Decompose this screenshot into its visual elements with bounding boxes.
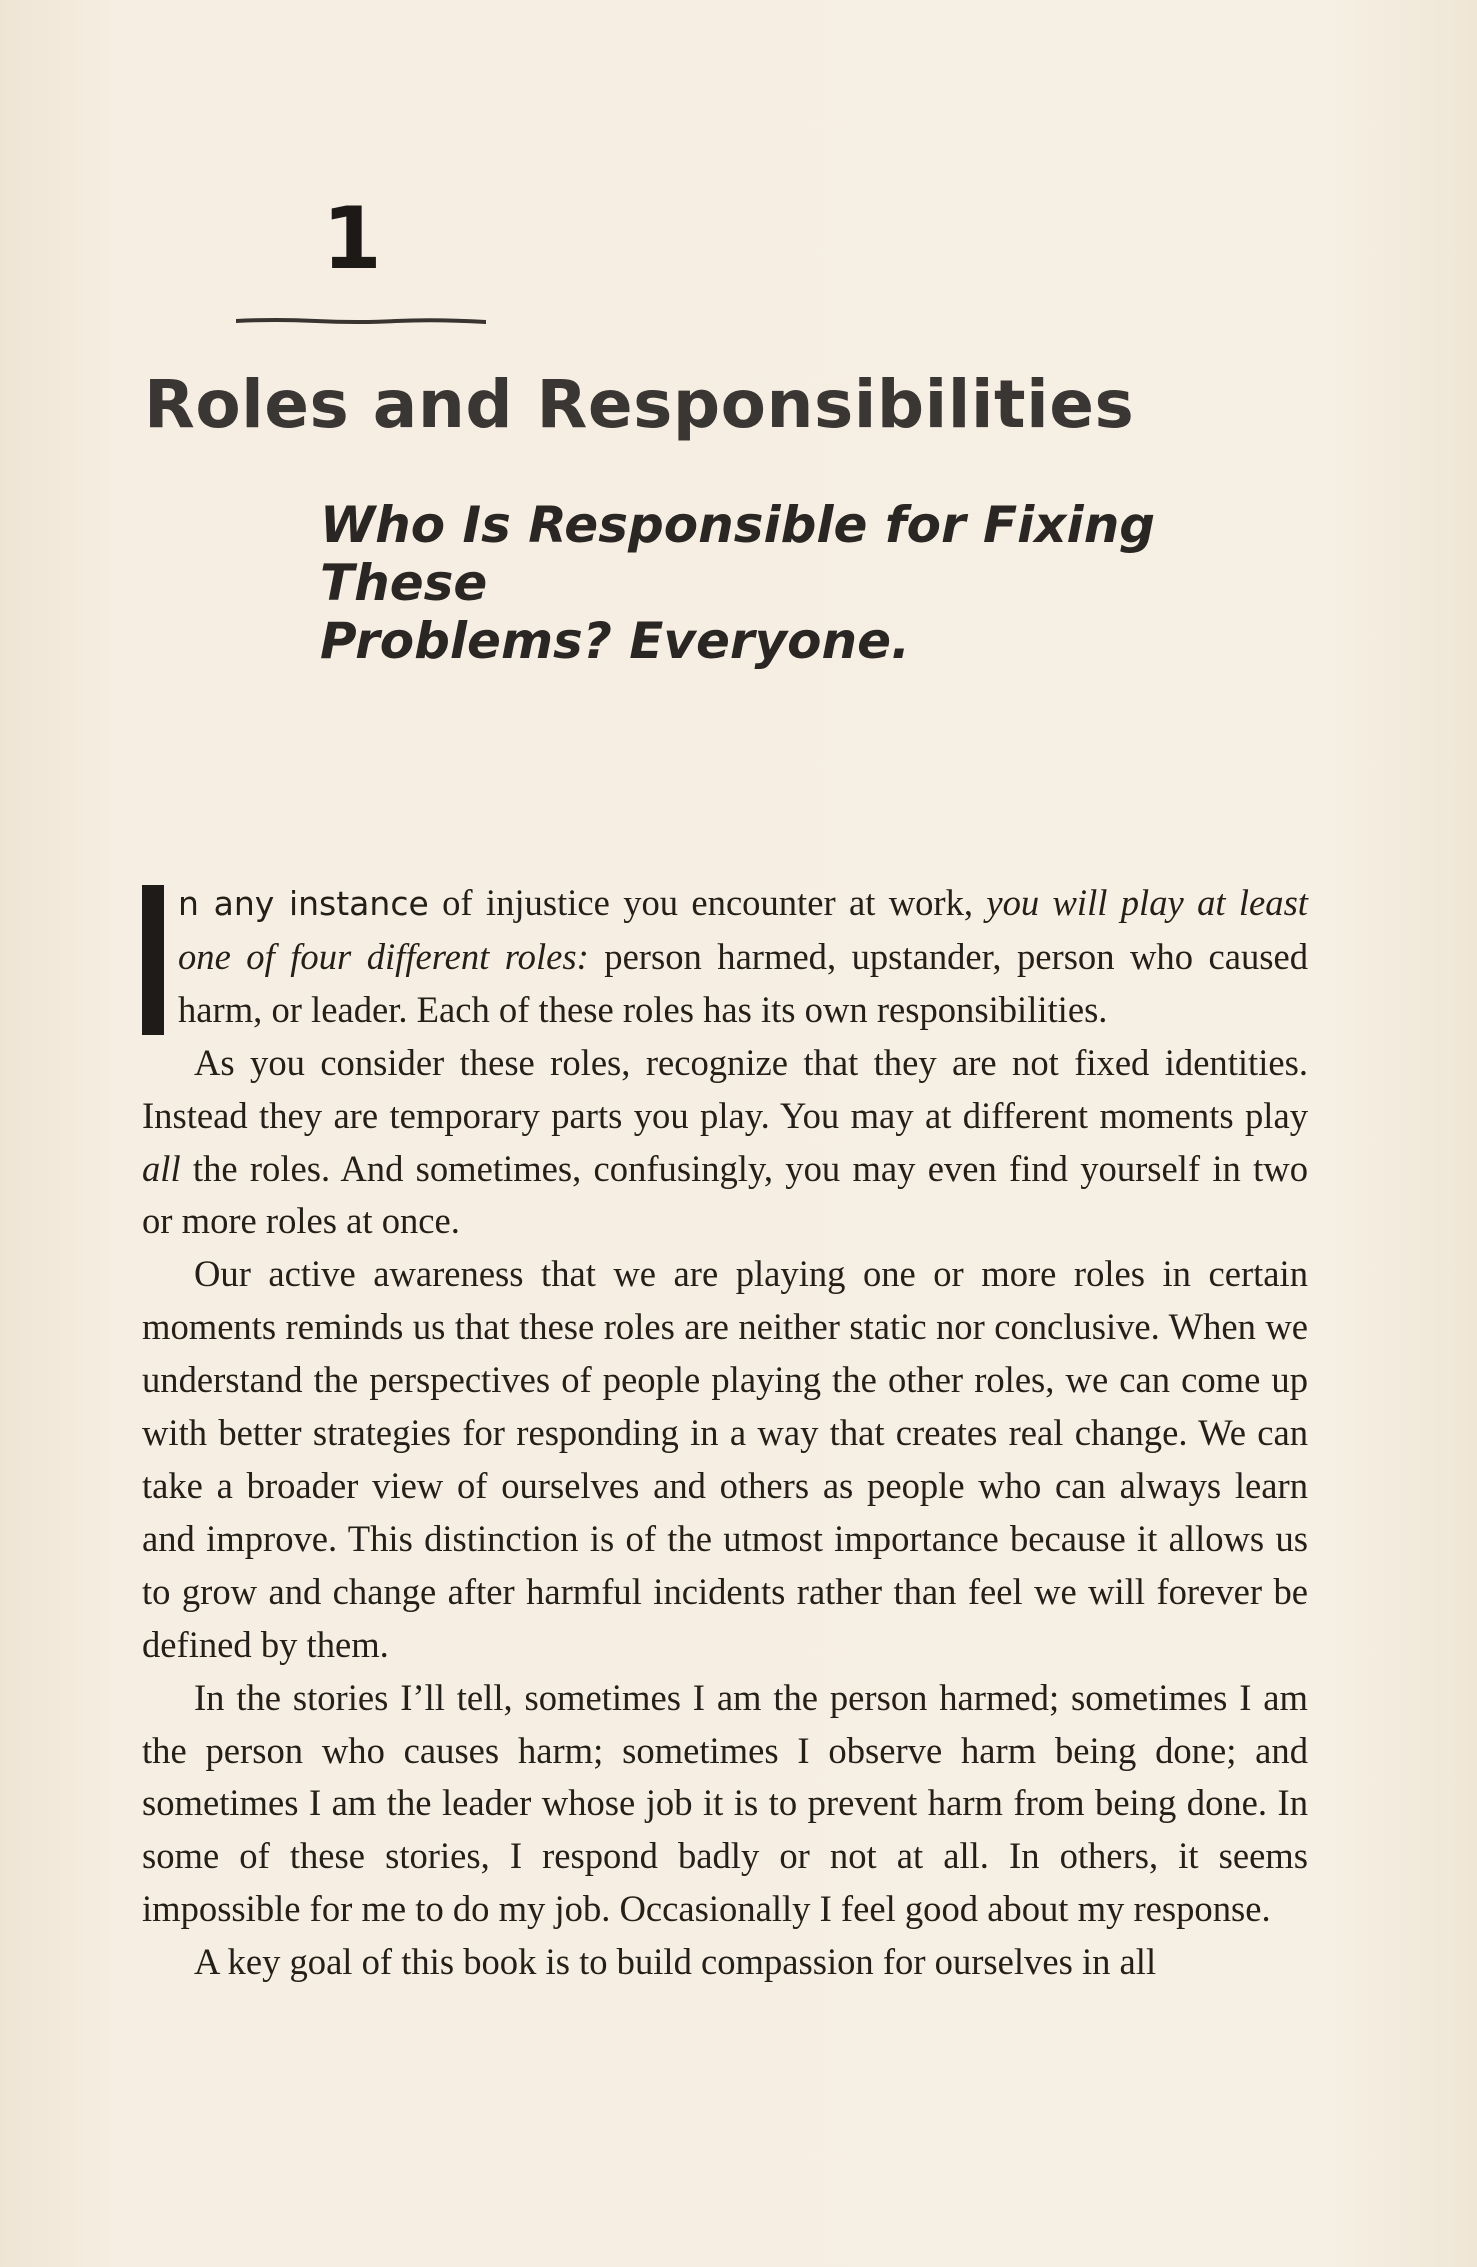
drop-cap-letter [142,885,164,1035]
paragraph-2-text-a: As you consider these roles, recognize that they are not fixed identities. Instead they are temporary parts you play. You may at different moments play [142,1041,1308,1136]
paragraph-5: A key goal of this book is to build compassion for ourselves in all [194,1941,1157,1983]
chapter-number: 1 [322,189,382,289]
lead-in-text: n any instance [178,884,429,923]
chapter-subtitle [320,496,1280,670]
subtitle-line-2: Problems? Everyone. [320,612,910,670]
chapter-title: Roles and Responsibilities [144,366,1135,443]
body-text [142,877,1308,1989]
paragraph-1-text-b: person harmed, upstander, person who caused harm, or leader. Each of these roles has its own responsibilities. [178,935,1309,1030]
paragraph-2-text-b: the roles. And sometimes, confusingly, you may even find yourself in two or more roles at once. [142,1147,1308,1242]
paragraph-1 [142,877,1308,1037]
paragraph-3: Our active awareness that we are playing one or more roles in certain moments reminds us that these roles are neither static nor conclusive. When we understand the perspectives of people playing the other roles, we can come up with better strategies for responding in a way that creates real change. We can take a broader view of ourselves and others as people who can always learn and improve. This distinction is of the utmost importance because it allows us to grow and change after harmful incidents rather than feel we will forever be defined by them. [142,1253,1308,1665]
paragraph-2-emphasis: all [142,1147,181,1189]
chapter-rule-ornament [236,316,486,326]
subtitle-line-1: Who Is Responsible for Fixing These [320,496,1156,612]
paragraph-4: In the stories I’ll tell, sometimes I am the person harmed; sometimes I am the person who causes harm; sometimes I observe harm being done; and sometimes I am the leader whose job it is to prevent harm from being done. In some of these stories, I respond badly or not at all. In others, it seems impossible for me to do my job. Occasionally I feel good about my response. [142,1676,1308,1930]
paragraph-1-text-a: of injustice you encounter at work, [428,882,987,923]
paragraph-2 [142,1037,1308,1249]
paragraph-1-emphasis: you will play at least one of four different roles: [178,882,1308,977]
